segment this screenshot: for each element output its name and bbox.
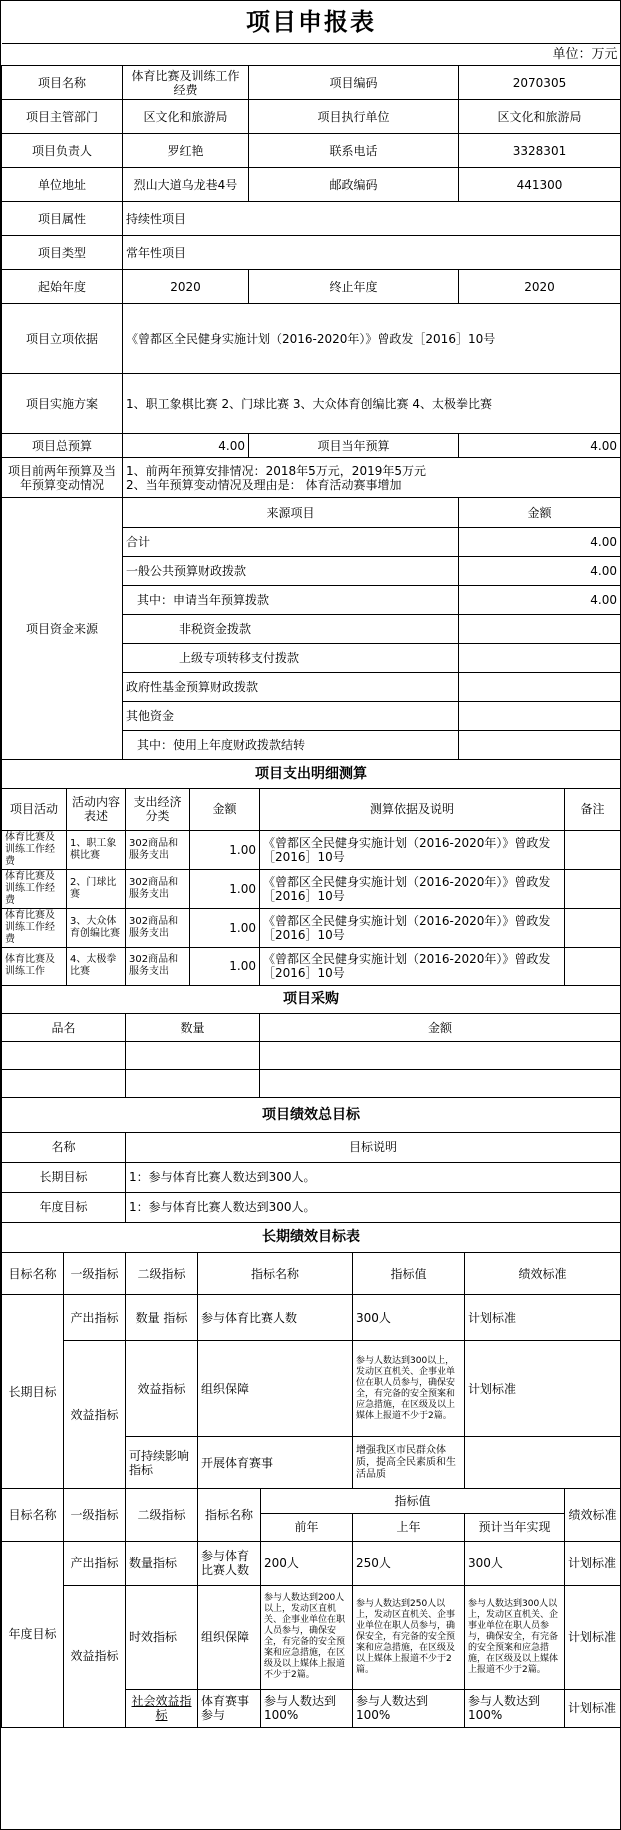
table-row xyxy=(2,830,621,869)
plan-label: 项目实施方案 xyxy=(2,374,123,434)
funding-row-amount: 4.00 xyxy=(459,586,621,615)
funding-row-amount xyxy=(459,731,621,760)
annual-l1-benefit: 效益指标 xyxy=(64,1585,126,1727)
expense-header: 活动内容表述 xyxy=(67,788,126,830)
expense-activity: 体育比赛及训练工作经费 xyxy=(2,869,67,908)
expense-header: 备注 xyxy=(565,788,621,830)
longterm-header: 绩效标准 xyxy=(465,1253,621,1295)
funding-row-amount: 4.00 xyxy=(459,557,621,586)
longterm-l2: 效益指标 xyxy=(126,1341,198,1437)
funding-row-amount xyxy=(459,673,621,702)
funding-row-amount xyxy=(459,644,621,673)
year-budget-value: 4.00 xyxy=(459,434,621,458)
perf-col-desc: 目标说明 xyxy=(126,1132,621,1162)
annual-header: 绩效标准 xyxy=(565,1489,621,1541)
expense-activity: 体育比赛及训练工作经费 xyxy=(2,830,67,869)
expense-activity: 体育比赛及训练工作经费 xyxy=(2,908,67,947)
annual-l2: 数量指标 xyxy=(126,1541,198,1585)
expense-content: 1、职工象棋比赛 xyxy=(67,830,126,869)
annual-header: 二级指标 xyxy=(126,1489,198,1541)
type-label: 项目类型 xyxy=(2,236,123,270)
funding-row-amount: 4.00 xyxy=(459,528,621,557)
longterm-header: 一级指标 xyxy=(64,1253,126,1295)
plan-value: 1、职工象棋比赛 2、门球比赛 3、大众体育创编比赛 4、太极拳比赛 xyxy=(123,374,621,434)
annual-std: 计划标准 xyxy=(565,1585,621,1689)
funding-row-name: 非税资金拨款 xyxy=(123,615,459,644)
longterm-l1-output: 产出指标 xyxy=(64,1295,126,1341)
leader-value: 罗红艳 xyxy=(123,134,249,168)
project-name-value: 体育比赛及训练工作经费 xyxy=(123,66,249,100)
longterm-header: 指标值 xyxy=(353,1253,465,1295)
perf-year-label: 年度目标 xyxy=(2,1192,126,1222)
prev-label: 项目前两年预算及当年预算变动情况 xyxy=(2,458,123,498)
attr-value: 持续性项目 xyxy=(123,202,621,236)
expense-content: 4、太极拳比赛 xyxy=(67,947,126,985)
purchase-header: 品名 xyxy=(2,1014,126,1042)
purchase-cell xyxy=(126,1070,260,1098)
purchase-cell xyxy=(260,1042,621,1070)
zip-label: 邮政编码 xyxy=(249,168,459,202)
longterm-std: 计划标准 xyxy=(465,1295,621,1341)
year-budget-label: 项目当年预算 xyxy=(249,434,459,458)
longterm-value: 增强我区市民群众体质，提高全民素质和生活品质 xyxy=(353,1437,465,1489)
longterm-l2: 数量 指标 xyxy=(126,1295,198,1341)
longterm-value: 参与人数达到300以上，发动区直机关、企事业单位在职人员参与，确保安全，有完备的安全预案和应急措施，在区级及以上媒体上报道不少于2篇。 xyxy=(353,1341,465,1437)
annual-v3: 参与人数达到300人以上，发动区直机关、企事业单位在职人员参与，确保安全，有完备的安全预案和应急措施，在区级及以上媒体上报道不少于2篇。 xyxy=(465,1585,565,1689)
annual-subheader: 前年 xyxy=(261,1513,353,1541)
funding-row-name: 其中：申请当年预算拨款 xyxy=(123,586,459,615)
start-label: 起始年度 xyxy=(2,270,123,304)
annual-indicator: 体育赛事参与 xyxy=(198,1689,261,1727)
expense-basis: 《曾都区全民健身实施计划（2016-2020年）》曾政发［2016］10号 xyxy=(260,947,565,985)
project-code-value: 2070305 xyxy=(459,66,621,100)
expense-note xyxy=(565,947,621,985)
expense-basis: 《曾都区全民健身实施计划（2016-2020年）》曾政发［2016］10号 xyxy=(260,869,565,908)
expense-category: 302商品和服务支出 xyxy=(126,908,190,947)
perf-title: 项目绩效总目标 xyxy=(2,1098,621,1132)
start-value: 2020 xyxy=(123,270,249,304)
longterm-std: 计划标准 xyxy=(465,1341,621,1437)
annual-indicator: 参与体育比赛人数 xyxy=(198,1541,261,1585)
expense-note xyxy=(565,830,621,869)
total-value: 4.00 xyxy=(123,434,249,458)
dept-value: 区文化和旅游局 xyxy=(123,100,249,134)
expense-content: 3、大众体育创编比赛 xyxy=(67,908,126,947)
perf-long-value: 1：参与体育比赛人数达到300人。 xyxy=(126,1162,621,1192)
longterm-std xyxy=(465,1437,621,1489)
longterm-l1-benefit: 效益指标 xyxy=(64,1341,126,1489)
funding-row-name: 上级专项转移支付拨款 xyxy=(123,644,459,673)
unit-label: 单位：万元 xyxy=(2,44,621,66)
addr-value: 烈山大道乌龙巷4号 xyxy=(123,168,249,202)
expense-amount: 1.00 xyxy=(190,830,260,869)
annual-header: 指标值 xyxy=(261,1489,565,1513)
addr-label: 单位地址 xyxy=(2,168,123,202)
basis-value: 《曾都区全民健身实施计划（2016-2020年）》曾政发［2016］10号 xyxy=(123,304,621,374)
end-label: 终止年度 xyxy=(249,270,459,304)
funding-row-name: 其他资金 xyxy=(123,702,459,731)
prev-line-2: 2、当年预算变动情况及理由是： 体育活动赛事增加 xyxy=(126,477,402,492)
funding-row-name: 其中：使用上年度财政拨款结转 xyxy=(123,731,459,760)
annual-v2: 250人 xyxy=(353,1541,465,1585)
annual-std: 计划标准 xyxy=(565,1689,621,1727)
longterm-l2: 可持续影响指标 xyxy=(126,1437,198,1489)
exec-value: 区文化和旅游局 xyxy=(459,100,621,134)
expense-category: 302商品和服务支出 xyxy=(126,947,190,985)
basis-label: 项目立项依据 xyxy=(2,304,123,374)
longterm-table xyxy=(1,1223,621,1490)
annual-subheader: 预计当年实现 xyxy=(465,1513,565,1541)
purchase-header: 数量 xyxy=(126,1014,260,1042)
expense-header: 测算依据及说明 xyxy=(260,788,565,830)
expense-activity: 体育比赛及训练工作 xyxy=(2,947,67,985)
dept-label: 项目主管部门 xyxy=(2,100,123,134)
zip-value: 441300 xyxy=(459,168,621,202)
annual-v2: 参与人数达到100% xyxy=(353,1689,465,1727)
purchase-cell xyxy=(2,1042,126,1070)
funding-label: 项目资金来源 xyxy=(2,498,123,760)
longterm-header: 指标名称 xyxy=(198,1253,353,1295)
annual-l2: 时效指标 xyxy=(126,1585,198,1689)
annual-v1: 200人 xyxy=(261,1541,353,1585)
longterm-header: 二级指标 xyxy=(126,1253,198,1295)
expense-amount: 1.00 xyxy=(190,908,260,947)
expense-category: 302商品和服务支出 xyxy=(126,869,190,908)
perf-year-value: 1：参与体育比赛人数达到300人。 xyxy=(126,1192,621,1222)
total-label: 项目总预算 xyxy=(2,434,123,458)
perf-long-label: 长期目标 xyxy=(2,1162,126,1192)
expense-header: 项目活动 xyxy=(2,788,67,830)
expense-title: 项目支出明细测算 xyxy=(2,760,621,788)
annual-indicator: 组织保障 xyxy=(198,1585,261,1689)
longterm-indicator: 开展体育赛事 xyxy=(198,1437,353,1489)
annual-v1: 参与人数达到200人以上，发动区直机关、企事业单位在职人员参与，确保安全，有完备的安全预案和应急措施，在区级及以上媒体上报道不少于2篇。 xyxy=(261,1585,353,1689)
annual-l2: 社会效益指标 xyxy=(126,1689,198,1727)
expense-amount: 1.00 xyxy=(190,869,260,908)
expense-header: 支出经济分类 xyxy=(126,788,190,830)
longterm-title: 长期绩效目标表 xyxy=(2,1223,621,1253)
annual-header: 一级指标 xyxy=(64,1489,126,1541)
purchase-cell xyxy=(2,1070,126,1098)
longterm-target: 长期目标 xyxy=(2,1295,64,1489)
funding-col-source: 来源项目 xyxy=(123,498,459,528)
funding-col-amount: 金额 xyxy=(459,498,621,528)
longterm-indicator: 参与体育比赛人数 xyxy=(198,1295,353,1341)
form-table xyxy=(1,1,621,760)
purchase-cell xyxy=(260,1070,621,1098)
annual-header: 指标名称 xyxy=(198,1489,261,1541)
project-name-label: 项目名称 xyxy=(2,66,123,100)
perf-summary-table xyxy=(1,1098,621,1223)
table-row xyxy=(2,947,621,985)
expense-note xyxy=(565,908,621,947)
longterm-value: 300人 xyxy=(353,1295,465,1341)
funding-row-name: 合计 xyxy=(123,528,459,557)
annual-table xyxy=(1,1489,621,1728)
prev-line-1: 1、前两年预算安排情况：2018年5万元，2019年5万元 xyxy=(126,463,426,478)
annual-target: 年度目标 xyxy=(2,1541,64,1727)
expense-note xyxy=(565,869,621,908)
annual-v1: 参与人数达到100% xyxy=(261,1689,353,1727)
purchase-header: 金额 xyxy=(260,1014,621,1042)
end-value: 2020 xyxy=(459,270,621,304)
phone-value: 3328301 xyxy=(459,134,621,168)
expense-table xyxy=(1,760,621,986)
expense-header: 金额 xyxy=(190,788,260,830)
expense-category: 302商品和服务支出 xyxy=(126,830,190,869)
phone-label: 联系电话 xyxy=(249,134,459,168)
annual-v3: 300人 xyxy=(465,1541,565,1585)
expense-basis: 《曾都区全民健身实施计划（2016-2020年）》曾政发［2016］10号 xyxy=(260,908,565,947)
purchase-title: 项目采购 xyxy=(2,986,621,1014)
annual-subheader: 上年 xyxy=(353,1513,465,1541)
annual-std: 计划标准 xyxy=(565,1541,621,1585)
annual-v3: 参与人数达到100% xyxy=(465,1689,565,1727)
expense-basis: 《曾都区全民健身实施计划（2016-2020年）》曾政发［2016］10号 xyxy=(260,830,565,869)
table-row xyxy=(2,869,621,908)
funding-row-amount xyxy=(459,702,621,731)
form-title: 项目申报表 xyxy=(246,8,376,36)
perf-col-name: 名称 xyxy=(2,1132,126,1162)
exec-label: 项目执行单位 xyxy=(249,100,459,134)
annual-l1-output: 产出指标 xyxy=(64,1541,126,1585)
project-code-label: 项目编码 xyxy=(249,66,459,100)
table-row xyxy=(2,908,621,947)
longterm-indicator: 组织保障 xyxy=(198,1341,353,1437)
funding-row-name: 政府性基金预算财政拨款 xyxy=(123,673,459,702)
annual-header: 目标名称 xyxy=(2,1489,64,1541)
funding-row-amount xyxy=(459,615,621,644)
annual-v2: 参与人数达到250人以上，发动区直机关、企事业单位在职人员参与，确保安全，有完备的安全预案和应急措施，在区级及以上媒体上报道不少于2篇。 xyxy=(353,1585,465,1689)
leader-label: 项目负责人 xyxy=(2,134,123,168)
attr-label: 项目属性 xyxy=(2,202,123,236)
prev-value xyxy=(123,458,621,498)
longterm-header: 目标名称 xyxy=(2,1253,64,1295)
funding-row-name: 一般公共预算财政拨款 xyxy=(123,557,459,586)
type-value: 常年性项目 xyxy=(123,236,621,270)
purchase-cell xyxy=(126,1042,260,1070)
expense-content: 2、门球比赛 xyxy=(67,869,126,908)
purchase-table xyxy=(1,986,621,1099)
expense-amount: 1.00 xyxy=(190,947,260,985)
